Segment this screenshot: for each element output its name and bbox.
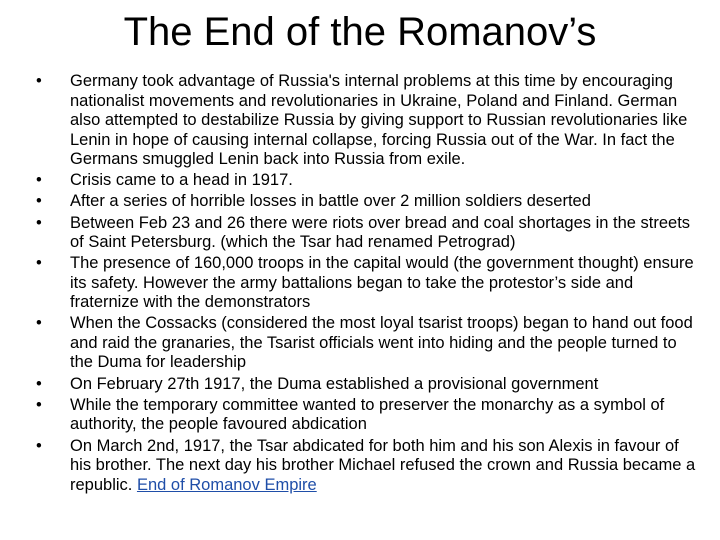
bullet-icon: • [36,72,42,90]
end-of-romanov-empire-link[interactable]: End of Romanov Empire [136,475,317,494]
bullet-item-3 [36,192,696,212]
bullet-icon: • [36,374,42,393]
bullet-list [36,72,696,497]
bullet-icon: • [36,171,42,190]
bullet-icon: • [36,314,42,333]
bullet-text: Germany took advantage of Russia's internal problems at this time by encouraging nationalist movements and revolutionaries in Ukraine, Poland and Finland. German also attempted to destabilize Russia by giving support to Russian revolutionaries like Lenin in hope of causing internal collapse, forcing Russia out of the War. In fact the Germans smuggled Lenin back into Russia from exile. [70,72,688,168]
bullet-icon: • [36,254,42,273]
bullet-item-2 [36,171,696,191]
bullet-icon: • [36,436,42,455]
bullet-item-6 [36,314,696,373]
bullet-text: Between Feb 23 and 26 there were riots over bread and coal shortages in the streets of Saint Petersburg. (which the Tsar had renamed Petrograd) [70,213,691,252]
bullet-item-9 [36,437,696,496]
bullet-item-1 [36,72,696,170]
bullet-item-5 [36,254,696,313]
bullet-text: On March 2nd, 1917, the Tsar abdicated for both him and his son Alexis in favour of his brother. The next day his brother Michael refused the crown and Russia became a republic. [70,436,696,494]
bullet-text: When the Cossacks (considered the most loyal tsarist troops) began to hand out food and raid the granaries, the Tsarist officials went into hiding and the people turned to the Duma for leadership [70,314,693,372]
bullet-text: After a series of horrible losses in battle over 2 million soldiers deserted [70,192,591,211]
bullet-item-4 [36,214,696,253]
bullet-item-7 [36,375,696,395]
bullet-icon: • [36,213,42,232]
slide-title: The End of the Romanov’s [123,10,597,54]
bullet-item-8 [36,396,696,435]
bullet-text: The presence of 160,000 troops in the capital would (the government thought) ensure its safety. However the army battalions began to take the protestor’s side and fraternize with the demonstrators [70,254,694,312]
bullet-icon: • [36,192,42,211]
bullet-icon: • [36,395,42,414]
bullet-text: While the temporary committee wanted to preserver the monarchy as a symbol of authority, the people favoured abdication [70,395,665,434]
bullet-text: On February 27th 1917, the Duma established a provisional government [70,374,599,393]
bullet-text: Crisis came to a head in 1917. [70,171,293,190]
